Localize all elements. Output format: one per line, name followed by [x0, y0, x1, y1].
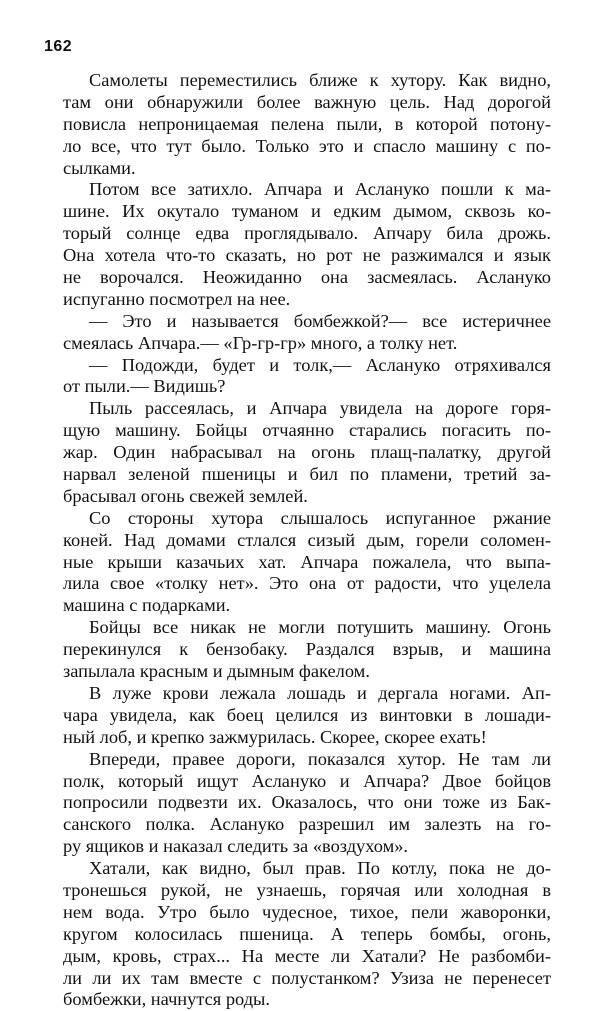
- text-line: испуганно посмотрел на нее.: [63, 288, 291, 309]
- text-line: тронешься рукой, не узнаешь, горячая или холодная в: [63, 879, 551, 900]
- text-line: запылала красным и дымным факелом.: [63, 661, 370, 682]
- text-line: Бойцы все никак не могли потушить машину. Огонь: [89, 617, 551, 638]
- text-line: там они обнаружили более важную цель. Над дорогой: [63, 91, 551, 112]
- text-line: от пыли.— Видишь?: [63, 376, 226, 397]
- page-number: 162: [44, 38, 73, 55]
- text-line: ру ящиков и наказал следить за «воздухом».: [63, 836, 409, 857]
- text-line: Хатали, как видно, был прав. По котлу, пока не до-: [89, 858, 551, 879]
- text-line: ли ли их там вместе с полустанком? Узиза не перенесет: [63, 967, 551, 988]
- text-line: перекинулся к бензобаку. Раздался взрыв, и машина: [63, 639, 551, 660]
- text-line: — Подожди, будет и толк,— Аслануко отряхивался: [89, 354, 551, 375]
- text-line: Впереди, правее дороги, показался хутор. Не там ли: [89, 748, 551, 769]
- text-line: брасывал огонь свежей землей.: [63, 485, 308, 506]
- text-line: коней. Над домами стлался сизый дым, горели соломен-: [63, 529, 551, 550]
- text-line: нем вода. Утро было чудесное, тихое, пели жаворонки,: [63, 901, 551, 922]
- text-line: шине. Их окутало туманом и едким дымом, сквозь ко-: [63, 201, 551, 222]
- text-line: сылками.: [63, 157, 136, 178]
- text-line: В луже крови лежала лошадь и дергала ногами. Ап-: [89, 682, 551, 703]
- text-line: не ворочался. Неожиданно она засмеялась. Аслануко: [63, 267, 551, 288]
- text-line: попросили подвезти их. Оказалось, что они тоже из Бак-: [63, 792, 551, 813]
- text-line: ный лоб, и крепко зажмурилась. Скорее, скорее ехать!: [63, 726, 487, 747]
- text-line: санского полка. Аслануко разрешил им залезть на го-: [63, 814, 551, 835]
- text-line: кругом колосилась пшеница. А теперь бомбы, огонь,: [63, 923, 551, 944]
- text-line: лила свое «толку нет». Это она от радости, что уцелела: [63, 573, 551, 594]
- text-line: дым, кровь, страх... На месте ли Хатали? Не разбомби-: [63, 945, 551, 966]
- text-line: Она хотела что-то сказать, но рот не разжимался и язык: [63, 245, 551, 266]
- text-line: полк, который ищут Аслануко и Апчара? Двое бойцов: [63, 770, 551, 791]
- text-line: нарвал зеленой пшеницы и бил по пламени, третий за-: [63, 464, 551, 485]
- text-line: бомбежки, начнутся роды.: [63, 989, 271, 1010]
- text-line: Потом все затихло. Апчара и Аслануко пошли к ма-: [89, 179, 551, 200]
- text-line: ные крыши казачьих хат. Апчара пожалела, что выпа-: [63, 551, 551, 572]
- text-line: чара увидела, как боец целился из винтовки в лошади-: [63, 704, 551, 725]
- text-line: смеялась Апчара.— «Гр-гр-гр» много, а толку нет.: [63, 332, 458, 353]
- text-line: — Это и называется бомбежкой?— все истеричнее: [89, 310, 551, 331]
- text-line: щую машину. Бойцы отчаянно старались погасить по-: [63, 420, 551, 441]
- text-line: ло все, что тут было. Только это и спасло машину с по-: [63, 135, 551, 156]
- text-line: Самолеты переместились ближе к хутору. Как видно,: [89, 70, 551, 90]
- text-line: Пыль рассеялась, и Апчара увидела на дороге горя-: [89, 398, 551, 419]
- text-line: Со стороны хутора слышалось испуганное ржание: [89, 507, 551, 528]
- text-line: машина с подарками.: [63, 595, 231, 616]
- body-text: [63, 70, 551, 1011]
- text-line: повисла непроницаемая пелена пыли, в которой потону-: [63, 113, 551, 134]
- text-line: жар. Один набрасывал на огонь плащ-палатку, другой: [63, 442, 551, 463]
- text-line: торый солнце едва проглядывало. Апчару била дрожь.: [63, 223, 551, 244]
